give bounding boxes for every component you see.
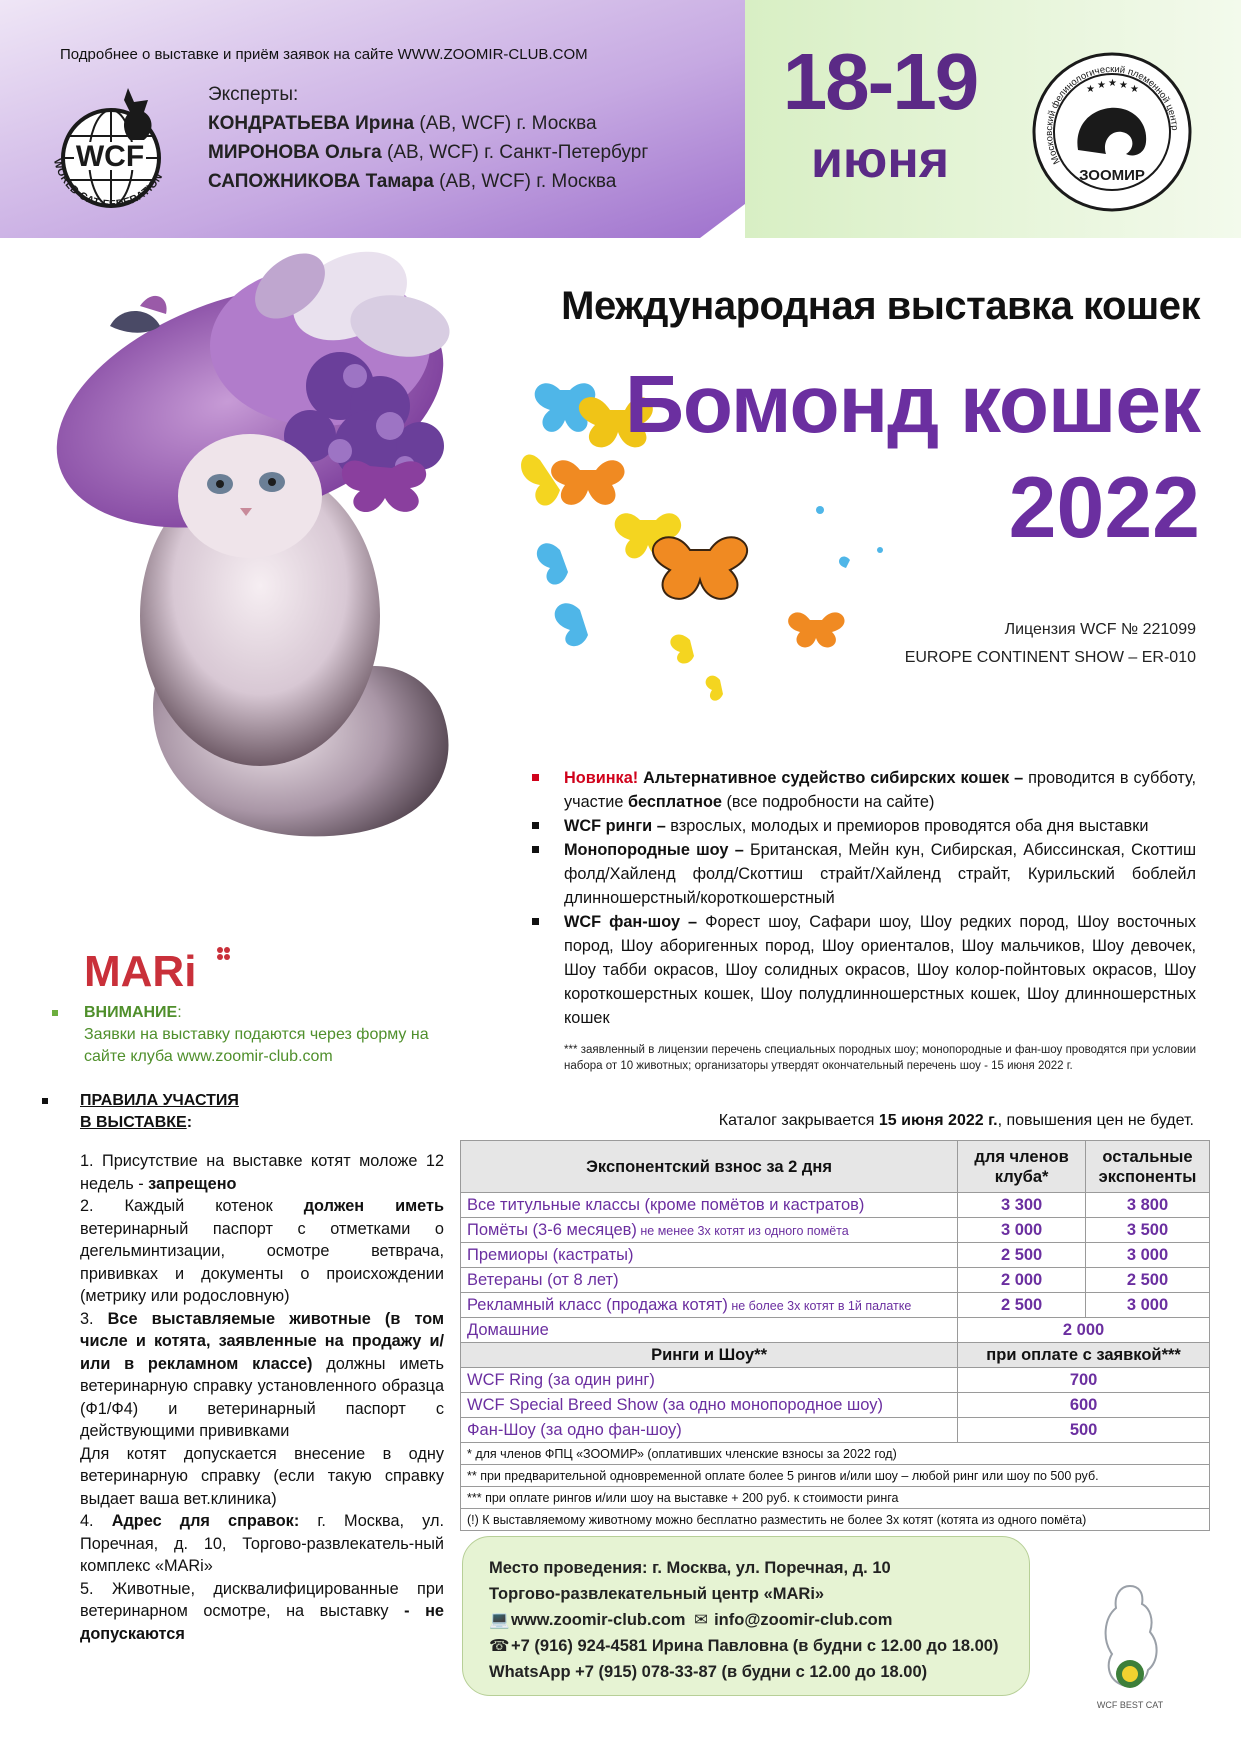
- expert-line: [208, 138, 728, 167]
- venue-web-email: [489, 1607, 1003, 1633]
- venue-contacts-box: [462, 1536, 1030, 1696]
- rule-item: [80, 1578, 444, 1646]
- fee-price: 2 000: [958, 1318, 1210, 1343]
- event-year: 2022: [1008, 460, 1200, 556]
- rule-item: Для котят допускается внесение в одну ветеринарную справку (если такую справку выдает ваша вет.клиника): [80, 1444, 444, 1508]
- fee-members: 2 000: [958, 1268, 1086, 1293]
- rings-price-title: при оплате с заявкой***: [958, 1343, 1210, 1368]
- table-note: * для членов ФПЦ «ЗООМИР» (оплативших членские взносы за 2022 год): [461, 1443, 1210, 1465]
- feature-item: [528, 910, 1196, 1030]
- fee-col-members: для членов клуба*: [958, 1141, 1086, 1193]
- fee-others: 3 500: [1086, 1218, 1210, 1243]
- rule-text: г. Москва, ул. Поречная, д. 10, Торгово-развлекатель-ный комплекс «MARi»: [80, 1512, 444, 1575]
- seal-name: ЗООМИР: [1079, 167, 1145, 184]
- feature-title: Альтернативное судейство сибирских кошек –: [638, 769, 1024, 787]
- svg-text:★: ★: [1108, 78, 1117, 89]
- fee-label: [461, 1293, 958, 1318]
- bullet-marker: [532, 918, 539, 925]
- rule-text: 2. Каждый котенок: [80, 1197, 304, 1215]
- wcf-logo: [36, 78, 186, 228]
- computer-icon: 💻: [489, 1611, 510, 1629]
- email-link[interactable]: info@zoomir-club.com: [714, 1611, 893, 1629]
- table-row: [461, 1393, 1210, 1418]
- rules-heading-line: ПРАВИЛА УЧАСТИЯ: [80, 1092, 239, 1109]
- rule-text: 3.: [80, 1309, 108, 1328]
- fee-members: 3 300: [958, 1193, 1086, 1218]
- event-subtitle: Международная выставка кошек: [561, 284, 1200, 328]
- catalog-text: Каталог закрывается: [718, 1112, 879, 1129]
- date-days: 18-19: [782, 37, 978, 126]
- fee-members: 3 000: [958, 1218, 1086, 1243]
- fee-col-title: Экспонентский взнос за 2 дня: [461, 1141, 958, 1193]
- feature-title: Монопородные шоу –: [564, 841, 744, 859]
- bullet-marker-green: [52, 1010, 58, 1016]
- fee-label-note: не более 3х котят в 1й палатке: [727, 1298, 912, 1313]
- feature-new-badge: Новинка!: [564, 769, 639, 787]
- feature-text: взрослых, молодых и премиоров проводятся оба дня выставки: [665, 817, 1149, 835]
- rule-bold: запрещено: [148, 1174, 237, 1193]
- date-month: июня: [810, 131, 950, 189]
- fee-others: 2 500: [1086, 1268, 1210, 1293]
- fee-others: 3 000: [1086, 1243, 1210, 1268]
- wcf-logo-ring-text: WORLD CAT FEDERATION: [50, 157, 166, 211]
- rules-heading-line: В ВЫСТАВКЕ: [80, 1114, 187, 1131]
- participation-rules: [80, 1150, 444, 1645]
- show-status: EUROPE CONTINENT SHOW – ER-010: [904, 649, 1196, 666]
- fee-col-others: остальные экспоненты: [1086, 1141, 1210, 1193]
- venue-center: Торгово-развлекательный центр «MARi»: [489, 1585, 825, 1603]
- attention-colon: :: [177, 1004, 182, 1021]
- table-row: [461, 1368, 1210, 1393]
- experts-block: [208, 80, 728, 196]
- venue-place: Место проведения: г. Москва, ул. Поречная, д. 10: [489, 1559, 891, 1577]
- rule-text: 4.: [80, 1512, 112, 1530]
- rings-title: Ринги и Шоу**: [461, 1343, 958, 1368]
- expert-line: [208, 167, 728, 196]
- table-row: [461, 1293, 1210, 1318]
- fee-label: [461, 1268, 958, 1293]
- attention-block: [52, 1002, 452, 1068]
- bullet-marker-red: [532, 774, 539, 781]
- rule-item: [80, 1510, 444, 1578]
- shows-footnote: *** заявленный в лицензии перечень специальных породных шоу; монопородные и фан-шоу проводятся при условии набора от 10 животных; организаторы утвердят окончательный перечень шоу - 15 июня 2022 г.: [564, 1044, 1196, 1072]
- feature-item: [528, 838, 1196, 910]
- wcf-logo-letters: WCF: [75, 140, 145, 173]
- feature-free: бесплатное: [627, 793, 722, 811]
- table-note-row: [461, 1509, 1210, 1531]
- venue-phone: [489, 1633, 1003, 1659]
- fee-others: 3 800: [1086, 1193, 1210, 1218]
- fee-label-text: Все титульные классы (кроме помётов и кастратов): [467, 1195, 865, 1214]
- table-row: [461, 1243, 1210, 1268]
- fee-label-text: Помёты (3-6 месяцев): [467, 1220, 637, 1239]
- svg-text:★: ★: [1119, 80, 1128, 91]
- venue-whatsapp: WhatsApp +7 (915) 078-33-87 (в будни с 12.00 до 18.00): [489, 1663, 928, 1681]
- phone-text: +7 (916) 924-4581 Ирина Павловна (в будни с 12.00 до 18.00): [511, 1637, 999, 1655]
- rules-heading-colon: :: [186, 1114, 193, 1131]
- table-note: ** при предварительной одновременной оплате более 5 рингов и/или шоу – любой ринг или шоу по 500 руб.: [461, 1465, 1210, 1487]
- bullet-marker: [42, 1098, 48, 1104]
- license-info: [780, 616, 1196, 672]
- feature-text: (все подробности на сайте): [721, 793, 935, 811]
- website-link[interactable]: www.zoomir-club.com: [511, 1611, 686, 1629]
- envelope-icon: ✉: [694, 1611, 708, 1629]
- rings-header: [461, 1343, 1210, 1368]
- ring-price: 500: [958, 1418, 1210, 1443]
- catalog-closing-note: [470, 1112, 1194, 1130]
- seal-ring-text: Московский фелинологический племенной центр: [1043, 64, 1181, 166]
- rule-bold: - не допускаются: [80, 1602, 444, 1643]
- ring-label: Фан-Шоу (за одно фан-шоу): [461, 1418, 958, 1443]
- rule-bold: Адрес для справок:: [111, 1512, 300, 1530]
- table-row: [461, 1418, 1210, 1443]
- fee-others: 3 000: [1086, 1293, 1210, 1318]
- rules-heading: [42, 1090, 442, 1134]
- rule-item: [80, 1195, 444, 1308]
- expert-line: [208, 109, 728, 138]
- feature-text: проводится в субботу, участие: [564, 769, 1196, 811]
- table-note-row: [461, 1487, 1210, 1509]
- ring-label: WCF Special Breed Show (за одно монопородное шоу): [461, 1393, 958, 1418]
- expert-details: (AB, WCF) г. Москва: [414, 113, 597, 134]
- fee-label: Домашние: [461, 1318, 958, 1343]
- expert-name: МИРОНОВА Ольга: [208, 142, 382, 163]
- rule-text: должны иметь ветеринарную справку установленного образца (Ф1/Ф4) и ветеринарный паспорт с действующими прививками: [80, 1354, 444, 1440]
- expert-name: КОНДРАТЬЕВА Ирина: [208, 113, 415, 134]
- feature-item: [528, 766, 1196, 814]
- fee-table: [460, 1140, 1210, 1531]
- phone-icon: ☎: [489, 1637, 510, 1655]
- bullet-marker: [532, 846, 539, 853]
- ring-label: WCF Ring (за один ринг): [461, 1368, 958, 1393]
- expert-details: (AB, WCF) г. Санкт-Петербург: [381, 142, 649, 163]
- svg-text:★: ★: [1130, 84, 1139, 95]
- feature-title: WCF ринги –: [564, 817, 666, 835]
- event-title: Бомонд кошек: [624, 359, 1200, 450]
- attention-text: Заявки на выставку подаются через форму на сайте клуба www.zoomir-club.com: [84, 1026, 429, 1065]
- rule-text: 5. Животные, дисквалифицированные при ветеринарном осмотре, на выставку: [80, 1579, 444, 1620]
- ring-price: 600: [958, 1393, 1210, 1418]
- table-row: [461, 1218, 1210, 1243]
- fee-label-text: Ветераны (от 8 лет): [467, 1270, 619, 1289]
- fee-members: 2 500: [958, 1293, 1086, 1318]
- catalog-date: 15 июня 2022 г.: [878, 1112, 998, 1129]
- fee-label-note: не менее 3х котят из одного помёта: [636, 1223, 849, 1238]
- fee-label-text: Рекламный класс (продажа котят): [467, 1295, 728, 1314]
- feature-text: Форест шоу, Сафари шоу, Шоу редких пород, Шоу восточных пород, Шоу аборигенных пород, Шоу ориенталов, Шоу мальчиков, Шоу девочек, Шоу табби окрасов, Шоу солидных окрасов, Шоу колор-пойнтовых окрасов, Шоу короткошерстных кошек, Шоу полудлинношерстных кошек, Шоу длинношерстных кошек: [564, 913, 1196, 1027]
- header-site-note: Подробнее о выставке и приём заявок на сайте WWW.ZOOMIR-CLUB.COM: [60, 46, 588, 63]
- fee-label-text: Премиоры (кастраты): [467, 1245, 634, 1264]
- experts-label: Эксперты:: [208, 84, 299, 105]
- attention-title: ВНИМАНИЕ: [84, 1004, 178, 1021]
- svg-text:★: ★: [1097, 80, 1106, 91]
- rule-item: [80, 1308, 444, 1443]
- show-features-list: [528, 766, 1196, 1030]
- fee-members: 2 500: [958, 1243, 1086, 1268]
- best-cat-text: WCF BEST CAT: [1096, 1700, 1164, 1710]
- table-note: *** при оплате рингов и/или шоу на выставке + 200 руб. к стоимости ринга: [461, 1487, 1210, 1509]
- table-row: [461, 1193, 1210, 1218]
- table-row: [461, 1318, 1210, 1343]
- show-dates: [770, 37, 990, 190]
- table-row: [461, 1268, 1210, 1293]
- svg-text:★: ★: [1086, 84, 1095, 95]
- table-note: (!) К выставляемому животному можно бесплатно разместить не более 3х котят (котята из одного помёта): [461, 1509, 1210, 1531]
- fee-label: [461, 1218, 958, 1243]
- ring-price: 700: [958, 1368, 1210, 1393]
- feature-item: [528, 814, 1196, 838]
- expert-details: (AB, WCF) г. Москва: [433, 171, 617, 192]
- feature-text: Британская, Мейн кун, Сибирская, Абиссинская, Скоттиш фолд/Хайленд фолд/Скоттиш страйт/Хайленд страйт, Курильский боблейл длинношерстный/короткошерстный: [564, 841, 1196, 907]
- mari-logo: [84, 942, 234, 994]
- rule-text: ветеринарный паспорт с отметками о дегельминтизации, осмотре ветврача, прививках и документы о происхождении (метрику или родословную): [80, 1219, 444, 1305]
- rule-item: [80, 1150, 444, 1195]
- rule-bold: Все выставляемые животные (в том числе и котята, заявленные на продажу и/или в рекламном классе): [80, 1309, 444, 1373]
- table-note-row: [461, 1465, 1210, 1487]
- catalog-text: , повышения цен не будет.: [997, 1112, 1194, 1129]
- fee-label: [461, 1243, 958, 1268]
- cat-in-hat-illustration: [40, 236, 580, 876]
- fee-table-header: [461, 1141, 1210, 1193]
- expert-name: САПОЖНИКОВА Тамара: [208, 171, 434, 192]
- fee-label: [461, 1193, 958, 1218]
- license-number: Лицензия WCF № 221099: [1004, 621, 1196, 638]
- rule-text: 1. Присутствие на выставке котят моложе 12 недель -: [80, 1152, 444, 1193]
- zoomir-seal-logo: [1030, 50, 1194, 214]
- rule-bold: должен иметь: [303, 1197, 444, 1215]
- mari-logo-text: MARi: [84, 947, 197, 994]
- table-note-row: [461, 1443, 1210, 1465]
- bullet-marker: [532, 822, 539, 829]
- wcf-best-cat-logo: [1080, 1578, 1180, 1718]
- feature-title: WCF фан-шоу –: [564, 913, 698, 931]
